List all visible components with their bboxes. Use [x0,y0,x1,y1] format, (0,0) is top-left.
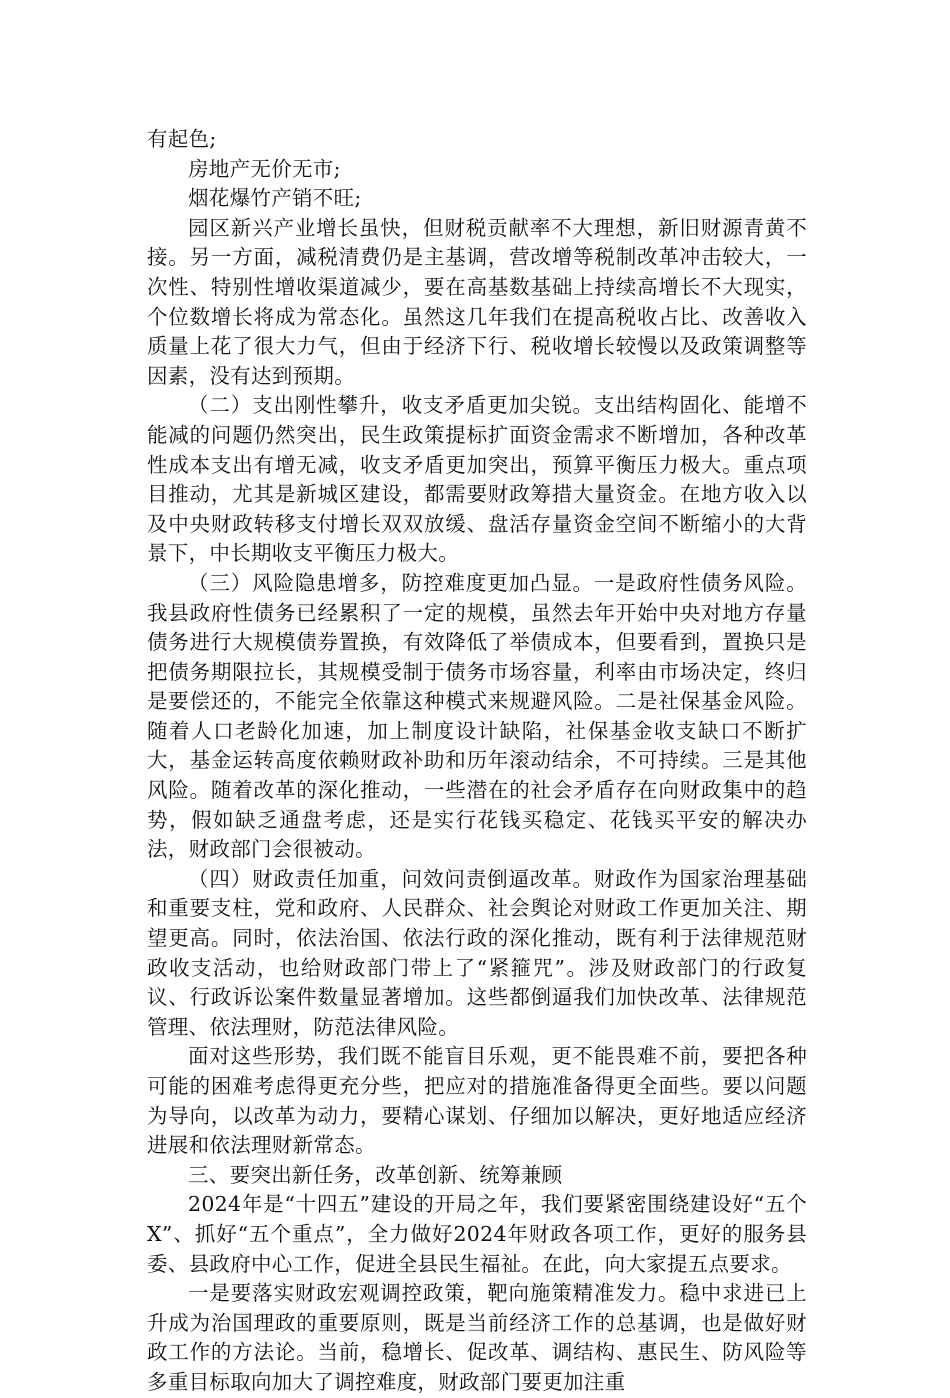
paragraph-3: 烟花爆竹产销不旺; [188,186,362,211]
paragraph-10: 2024年是“十四五”建设的开局之年，我们要紧密围绕建设好“五个X”、抓好“五个重点”，全力做好2024年财政各项工作，更好的服务县委、县政府中心工作，促进全县民生福祉。在此，向大家提五点要求。 [147,1192,807,1276]
paragraph-8: 面对这些形势，我们既不能盲目乐观，更不能畏难不前，要把各种可能的困难考虑得更充分些，把应对的措施准备得更全面些。要以问题为导向，以改革为动力，要精心谋划、仔细加以解决，更好地适应经济进展和依法理财新常态。 [147,1044,807,1158]
paragraph-6: （三）风险隐患增多，防控难度更加凸显。一是政府性债务风险。我县政府性债务已经累积了一定的规模，虽然去年开始中央对地方存量债务进行大规模债券置换，有效降低了举债成本，但要看到，置换只是把债务期限拉长，其规模受制于债务市场容量，利率由市场决定，终归是要偿还的，不能完全依靠这种模式来规避风险。二是社保基金风险。随着人口老龄化加速，加上制度设计缺陷，社保基金收支缺口不断扩大，基金运转高度依赖财政补助和历年滚动结余，不可持续。三是其他风险。随着改革的深化推动，一些潜在的社会矛盾存在向财政集中的趋势，假如缺乏通盘考虑，还是实行花钱买稳定、花钱买平安的解决办法，财政部门会很被动。 [147,570,807,862]
paragraph-4: 园区新兴产业增长虽快，但财税贡献率不大理想，新旧财源青黄不接。另一方面，减税清费仍是主基调，营改增等税制改革冲击较大，一次性、特别性增收渠道减少，要在高基数基础上持续高增长不大现实，个位数增长将成为常态化。虽然这几年我们在提高税收占比、改善收入质量上花了很大力气，但由于经济下行、税收增长较慢以及政策调整等因素，没有达到预期。 [147,215,807,388]
paragraph-1: 有起色; [147,127,217,151]
paragraph-11: 一是要落实财政宏观调控政策，靶向施策精准发力。稳中求进已上升成为治国理政的重要原则，既是当前经济工作的总基调，也是做好财政工作的方法论。当前，稳增长、促改革、调结构、惠民生、防风险等多重目标取向加大了调控难度，财政部门要更加注重 [147,1281,807,1394]
paragraph-5: （二）支出刚性攀升，收支矛盾更加尖锐。支出结构固化、能增不能减的问题仍然突出，民生政策提标扩面资金需求不断增加，各种改革性成本支出有增无减，收支矛盾更加突出，预算平衡压力极大。重点项目推动，尤其是新城区建设，都需要财政筹措大量资金。在地方收入以及中央财政转移支付增长双双放缓、盘活存量资金空间不断缩小的大背景下，中长期收支平衡压力极大。 [147,393,807,566]
section-heading: 三、要突出新任务，改革创新、统筹兼顾 [188,1162,563,1187]
paragraph-7: （四）财政责任加重，问效问责倒逼改革。财政作为国家治理基础和重要支柱，党和政府、人民群众、社会舆论对财政工作更加关注、期望更高。同时，依法治国、依法行政的深化推动，既有利于法律规范财政收支活动，也给财政部门带上了“紧箍咒”。涉及财政部门的行政复议、行政诉讼案件数量显著增加。这些都倒逼我们加快改革、法律规范管理、依法理财，防范法律风险。 [147,866,807,1039]
document-body [147,125,807,1398]
paragraph-2: 房地产无价无市; [188,156,341,181]
